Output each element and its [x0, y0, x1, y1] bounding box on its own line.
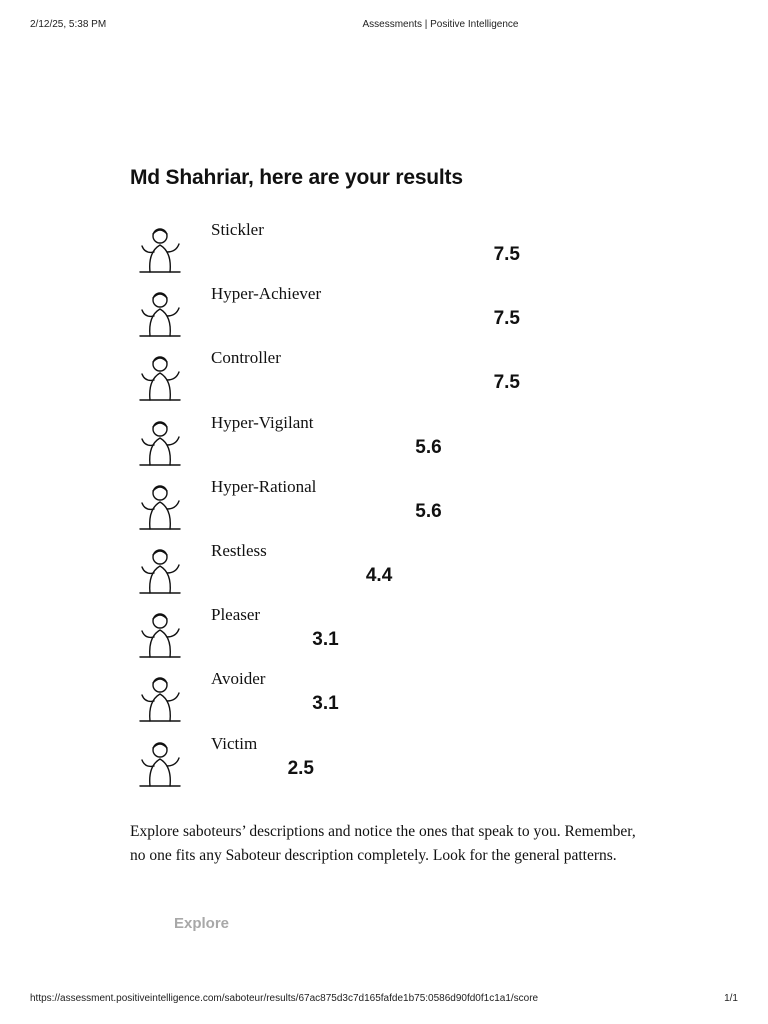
pleaser-icon	[136, 607, 188, 661]
saboteur-list	[130, 218, 650, 796]
saboteur-score: 7.5	[493, 244, 520, 265]
saboteur-name: Hyper-Rational	[211, 476, 317, 496]
print-page-title: Assessments | Positive Intelligence	[362, 19, 519, 30]
saboteur-name: Controller	[211, 348, 281, 368]
saboteur-name: Stickler	[211, 220, 264, 239]
saboteur-name: Avoider	[211, 669, 266, 689]
hyper-rational-icon	[136, 479, 188, 533]
saboteur-score: 5.6	[415, 500, 442, 522]
print-page-count: 1/1	[724, 993, 738, 1004]
saboteur-row	[130, 282, 650, 346]
print-datetime: 2/12/25, 5:38 PM	[30, 19, 107, 30]
saboteur-row	[130, 603, 650, 667]
explore-button[interactable]: Explore	[174, 915, 230, 932]
saboteur-score: 3.1	[312, 629, 339, 651]
restless-icon	[136, 543, 188, 597]
saboteur-name: Hyper-Achiever	[211, 284, 322, 304]
saboteur-row	[130, 475, 650, 539]
saboteur-score-track	[211, 565, 392, 587]
saboteur-score: 3.1	[312, 693, 339, 715]
victim-icon	[136, 736, 188, 790]
saboteur-score-track	[211, 629, 339, 651]
saboteur-row	[130, 667, 650, 731]
saboteur-score: 2.5	[287, 757, 314, 779]
saboteur-score-track	[211, 244, 520, 266]
saboteur-score-track	[211, 308, 520, 330]
saboteur-row	[130, 732, 650, 796]
saboteur-score: 7.5	[493, 372, 520, 394]
saboteur-row	[130, 218, 650, 282]
saboteur-name: Pleaser	[211, 605, 261, 625]
saboteur-score-track	[211, 501, 442, 523]
saboteur-name: Restless	[211, 540, 267, 560]
hyper-achiever-icon	[136, 286, 188, 340]
saboteur-row	[130, 539, 650, 603]
saboteur-score-track	[211, 693, 339, 715]
saboteur-score-track	[211, 758, 314, 780]
saboteur-score: 7.5	[493, 308, 520, 330]
saboteur-name: Victim	[211, 733, 258, 753]
saboteur-score-track	[211, 372, 520, 394]
saboteur-row	[130, 346, 650, 410]
saboteur-name: Hyper-Vigilant	[211, 412, 314, 432]
avoider-icon	[136, 671, 188, 725]
controller-icon	[136, 350, 188, 404]
print-url: https://assessment.positiveintelligence.com/saboteur/results/67ac875d3c7d165fafde1b75:0586d90fd0f1c1a1/score	[30, 993, 539, 1004]
saboteur-score: 4.4	[365, 564, 393, 586]
saboteur-row	[130, 411, 650, 475]
hyper-vigilant-icon	[136, 415, 188, 469]
results-description: Explore saboteurs’ descriptions and notice the ones that speak to you. Remember, no one fits any Saboteur description completely. Look for the general patterns.	[130, 823, 636, 864]
saboteur-score: 5.6	[415, 436, 442, 458]
stickler-icon	[136, 222, 188, 276]
saboteur-score-track	[211, 437, 442, 459]
results-title: Md Shahriar, here are your results	[130, 166, 463, 189]
